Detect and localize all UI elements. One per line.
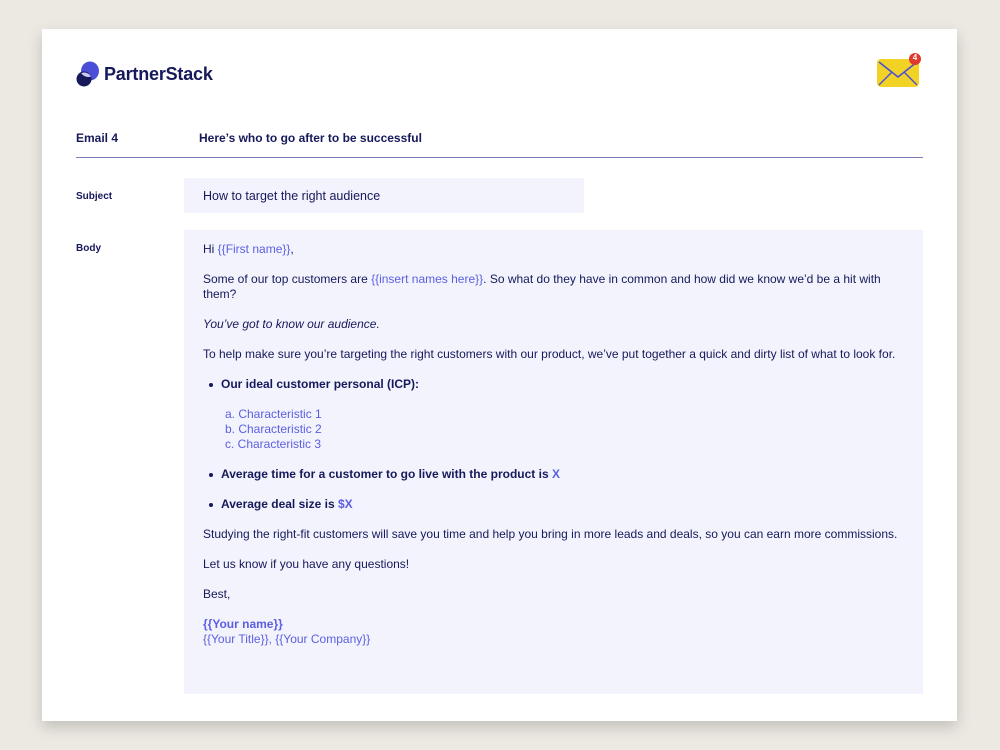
partnerstack-logo-icon bbox=[76, 61, 100, 87]
list-item-text: Our ideal customer personal (ICP): bbox=[221, 377, 420, 391]
paragraph-benefits: Studying the right-fit customers will save you time and help you bring in more leads and deals, so you can earn more commissions. bbox=[203, 527, 898, 541]
deal-size-variable: $X bbox=[337, 497, 353, 511]
subject-field[interactable] bbox=[184, 178, 584, 213]
time-variable: X bbox=[551, 467, 560, 481]
greeting-text: Hi bbox=[203, 242, 218, 256]
first-name-variable: {{First name}} bbox=[217, 242, 291, 256]
paragraph-questions: Let us know if you have any questions! bbox=[203, 557, 410, 571]
signature-name-variable: {{Your name}} bbox=[203, 617, 283, 631]
paragraph-text: . So what do they have in common and how did we know we’d be a hit with them? bbox=[203, 272, 881, 301]
characteristic-item: c. Characteristic 3 bbox=[225, 437, 322, 451]
characteristic-item: b. Characteristic 2 bbox=[225, 422, 322, 436]
characteristics-list bbox=[221, 407, 904, 452]
email-title: Here’s who to go after to be successful bbox=[199, 131, 422, 145]
body-label: Body bbox=[76, 243, 101, 254]
paragraph-audience: You’ve got to know our audience. bbox=[203, 317, 380, 331]
email-header bbox=[76, 130, 923, 158]
insert-names-variable: {{insert names here}} bbox=[371, 272, 484, 286]
notification-badge-count: 4 bbox=[912, 53, 918, 62]
characteristic-item: a. Characteristic 1 bbox=[225, 407, 322, 421]
paragraph-intro-list: To help make sure you’re targeting the right customers with our product, we’ve put together a quick and dirty list of what to look for. bbox=[203, 347, 896, 361]
body-field[interactable] bbox=[184, 230, 923, 694]
email-number: Email 4 bbox=[76, 131, 119, 145]
list-item-deal-size bbox=[203, 497, 904, 512]
paragraph-customers bbox=[203, 272, 904, 302]
signature-title-variable: {{Your Title}}, {{Your Company}} bbox=[203, 632, 371, 646]
greeting-suffix: , bbox=[290, 242, 294, 256]
greeting bbox=[203, 242, 904, 257]
criteria-list bbox=[203, 377, 904, 512]
list-item-text: Average deal size is bbox=[221, 497, 338, 511]
list-item-go-live-time bbox=[203, 467, 904, 482]
mail-notification[interactable] bbox=[876, 53, 922, 89]
subject-text: How to target the right audience bbox=[203, 189, 381, 203]
list-item-text: Average time for a customer to go live with the product is bbox=[221, 467, 552, 481]
paragraph-text: Some of our top customers are bbox=[203, 272, 372, 286]
brand-name: PartnerStack bbox=[104, 63, 213, 84]
partnerstack-logo bbox=[76, 61, 213, 87]
signoff: Best, bbox=[203, 587, 231, 601]
subject-label: Subject bbox=[76, 191, 113, 202]
email-template-card bbox=[42, 29, 957, 721]
list-item-icp bbox=[203, 377, 904, 452]
